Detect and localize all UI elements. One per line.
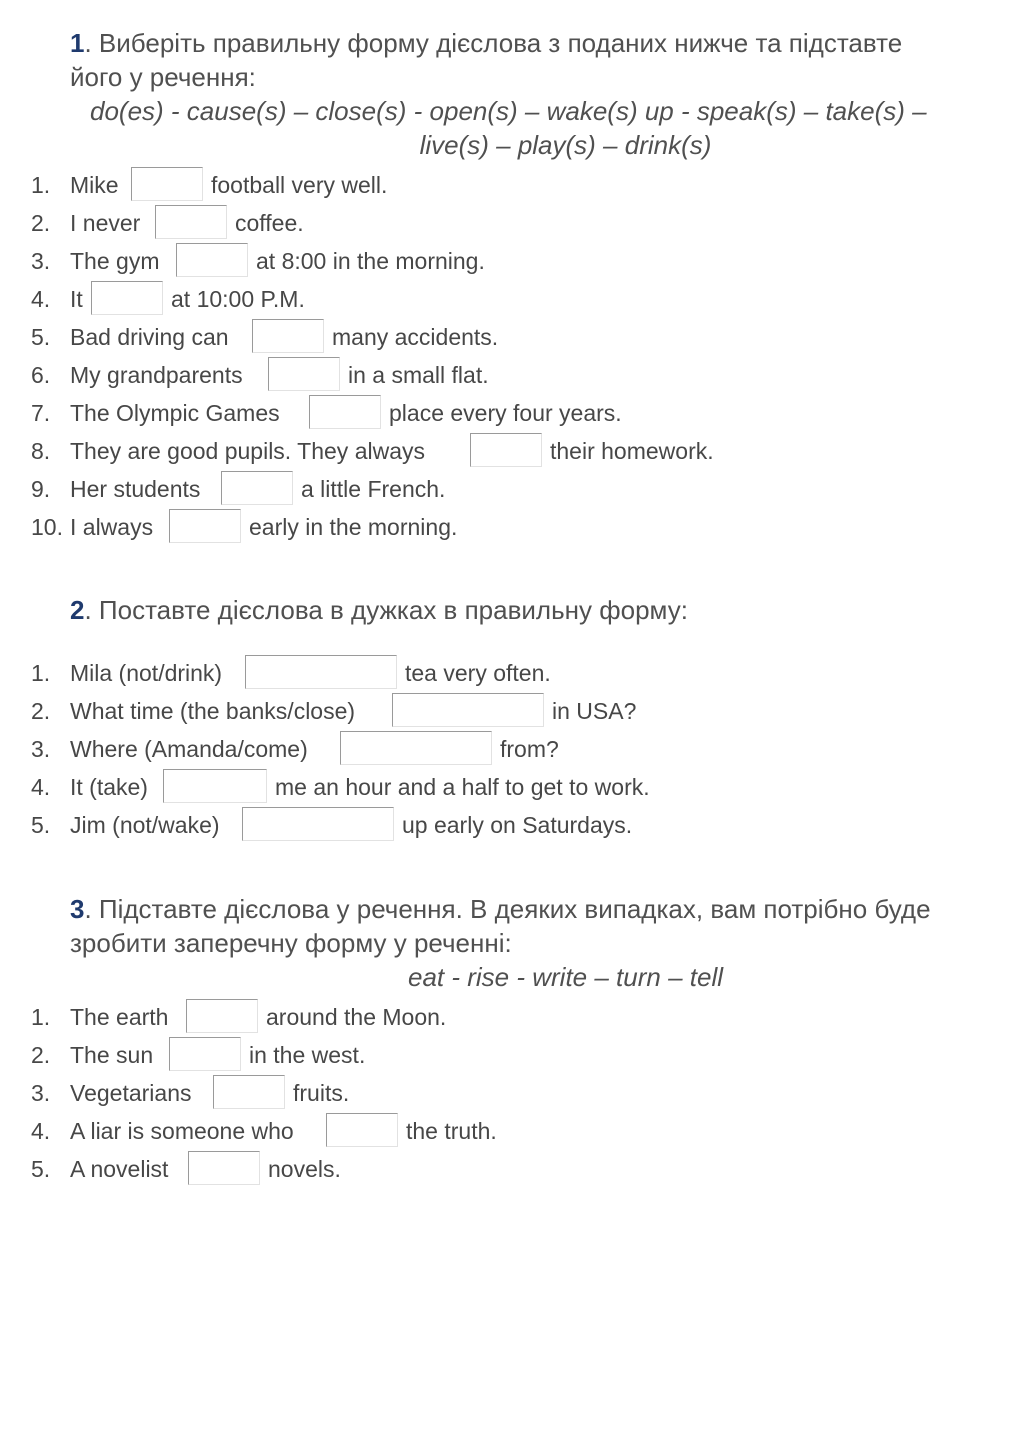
item-number: 5.: [31, 812, 51, 838]
sentence-end: tea very often.: [405, 660, 551, 686]
sentence-end: from?: [500, 736, 559, 762]
sentence-end: the truth.: [406, 1118, 497, 1144]
sentence-start: What time (the banks/close): [70, 698, 356, 724]
item-number: 6.: [31, 362, 51, 388]
sentence-start: Bad driving can: [70, 324, 229, 350]
sentence-start: Vegetarians: [70, 1080, 192, 1106]
item-number: 3.: [31, 248, 51, 274]
exercise-1-item: [0, 280, 1026, 318]
sentence-end: up early on Saturdays.: [402, 812, 633, 838]
item-number: 2.: [31, 1042, 51, 1068]
exercise-3-item: [0, 1074, 1026, 1112]
item-number: 8.: [31, 438, 51, 464]
sentence-end: in the west.: [249, 1042, 366, 1068]
sentence-start: The Olympic Games: [70, 400, 280, 426]
exercise-1-item: [0, 508, 1026, 546]
answer-input[interactable]: [470, 433, 542, 467]
sentence-start: Her students: [70, 476, 201, 502]
sentence-start: A novelist: [70, 1156, 169, 1182]
exercise-2-item: [0, 806, 1026, 844]
item-number: 3.: [31, 1080, 51, 1106]
item-number: 4.: [31, 286, 51, 312]
item-number: 1.: [31, 1004, 51, 1030]
answer-input[interactable]: [169, 1037, 241, 1071]
sentence-start: My grandparents: [70, 362, 243, 388]
item-number: 2.: [31, 210, 51, 236]
sentence-end: novels.: [268, 1156, 341, 1182]
answer-input[interactable]: [252, 319, 324, 353]
exercise-3-instruction-line1: . Підставте дієслова у речення. В деяких випадках, вам потрібно буде: [84, 894, 931, 924]
exercise-2-instruction: [70, 593, 1026, 627]
item-number: 3.: [31, 736, 51, 762]
sentence-start: The earth: [70, 1004, 169, 1030]
exercise-1-verb-list: do(es) - cause(s) – close(s) - open(s) – wake(s) up - speak(s) – take(s) –: [90, 96, 927, 126]
exercise-3-item: [0, 1036, 1026, 1074]
exercise-1-instruction: [70, 26, 1026, 60]
answer-input[interactable]: [309, 395, 381, 429]
exercise-2-item: [0, 692, 1026, 730]
sentence-start: A liar is someone who: [70, 1118, 294, 1144]
answer-input[interactable]: [242, 807, 394, 841]
sentence-end: football very well.: [211, 172, 388, 198]
answer-input[interactable]: [186, 999, 258, 1033]
sentence-start: The sun: [70, 1042, 154, 1068]
sentence-end: me an hour and a half to get to work.: [275, 774, 650, 800]
answer-input[interactable]: [392, 693, 544, 727]
sentence-end: at 8:00 in the morning.: [256, 248, 485, 274]
exercise-1-item: [0, 204, 1026, 242]
item-number: 7.: [31, 400, 51, 426]
sentence-end: their homework.: [550, 438, 714, 464]
item-number: 1.: [31, 660, 51, 686]
exercise-1-number: 1: [70, 28, 85, 58]
sentence-start: I never: [70, 210, 141, 236]
answer-input[interactable]: [326, 1113, 398, 1147]
exercise-2-number: 2: [70, 595, 85, 625]
answer-input[interactable]: [188, 1151, 260, 1185]
sentence-start: It: [70, 286, 83, 312]
sentence-end: in USA?: [552, 698, 637, 724]
sentence-start: They are good pupils. They always: [70, 438, 425, 464]
sentence-end: at 10:00 P.M.: [171, 286, 305, 312]
sentence-end: early in the morning.: [249, 514, 458, 540]
answer-input[interactable]: [163, 769, 267, 803]
answer-input[interactable]: [268, 357, 340, 391]
item-number: 2.: [31, 698, 51, 724]
item-number: 4.: [31, 1118, 51, 1144]
exercise-1-item: [0, 432, 1026, 470]
sentence-end: around the Moon.: [266, 1004, 447, 1030]
item-number: 9.: [31, 476, 51, 502]
exercise-1-instruction-line2: його у речення:: [70, 62, 256, 92]
sentence-start: I always: [70, 514, 154, 540]
sentence-end: in a small flat.: [348, 362, 489, 388]
item-number: 10.: [31, 514, 63, 540]
sentence-start: The gym: [70, 248, 160, 274]
answer-input[interactable]: [131, 167, 203, 201]
exercise-1-item: [0, 242, 1026, 280]
exercise-2-item: [0, 654, 1026, 692]
answer-input[interactable]: [176, 243, 248, 277]
answer-input[interactable]: [340, 731, 492, 765]
exercise-2-item: [0, 768, 1026, 806]
exercise-1-item: [0, 166, 1026, 204]
answer-input[interactable]: [91, 281, 163, 315]
exercise-3-number: 3: [70, 894, 85, 924]
sentence-end: many accidents.: [332, 324, 499, 350]
exercise-3-instruction: [70, 892, 1026, 926]
exercise-1-item: [0, 356, 1026, 394]
sentence-end: coffee.: [235, 210, 304, 236]
sentence-end: place every four years.: [389, 400, 622, 426]
exercise-1-item: [0, 318, 1026, 356]
sentence-end: fruits.: [293, 1080, 350, 1106]
item-number: 5.: [31, 1156, 51, 1182]
sentence-start: Jim (not/wake): [70, 812, 220, 838]
exercise-3-verb-list: eat - rise - write – turn – tell: [408, 962, 723, 992]
item-number: 4.: [31, 774, 51, 800]
sentence-end: a little French.: [301, 476, 446, 502]
exercise-1-instruction-line1: . Виберіть правильну форму дієслова з поданих нижче та підставте: [84, 28, 903, 58]
exercise-2-instruction-line1: . Поставте дієслова в дужках в правильну форму:: [84, 595, 688, 625]
answer-input[interactable]: [155, 205, 227, 239]
item-number: 5.: [31, 324, 51, 350]
exercise-2-item: [0, 730, 1026, 768]
exercise-3-item: [0, 998, 1026, 1036]
exercise-3-item: [0, 1150, 1026, 1188]
sentence-start: Mila (not/drink): [70, 660, 223, 686]
answer-input[interactable]: [245, 655, 397, 689]
item-number: 1.: [31, 172, 51, 198]
exercise-3-item: [0, 1112, 1026, 1150]
sentence-start: Mike: [70, 172, 119, 198]
answer-input[interactable]: [221, 471, 293, 505]
exercise-3-instruction-line2: зробити заперечну форму у реченні:: [70, 928, 512, 958]
answer-input[interactable]: [169, 509, 241, 543]
exercise-1-verb-list-2: live(s) – play(s) – drink(s): [419, 130, 712, 160]
sentence-start: Where (Amanda/come): [70, 736, 308, 762]
exercise-1-item: [0, 394, 1026, 432]
sentence-start: It (take): [70, 774, 148, 800]
answer-input[interactable]: [213, 1075, 285, 1109]
exercise-1-item: [0, 470, 1026, 508]
